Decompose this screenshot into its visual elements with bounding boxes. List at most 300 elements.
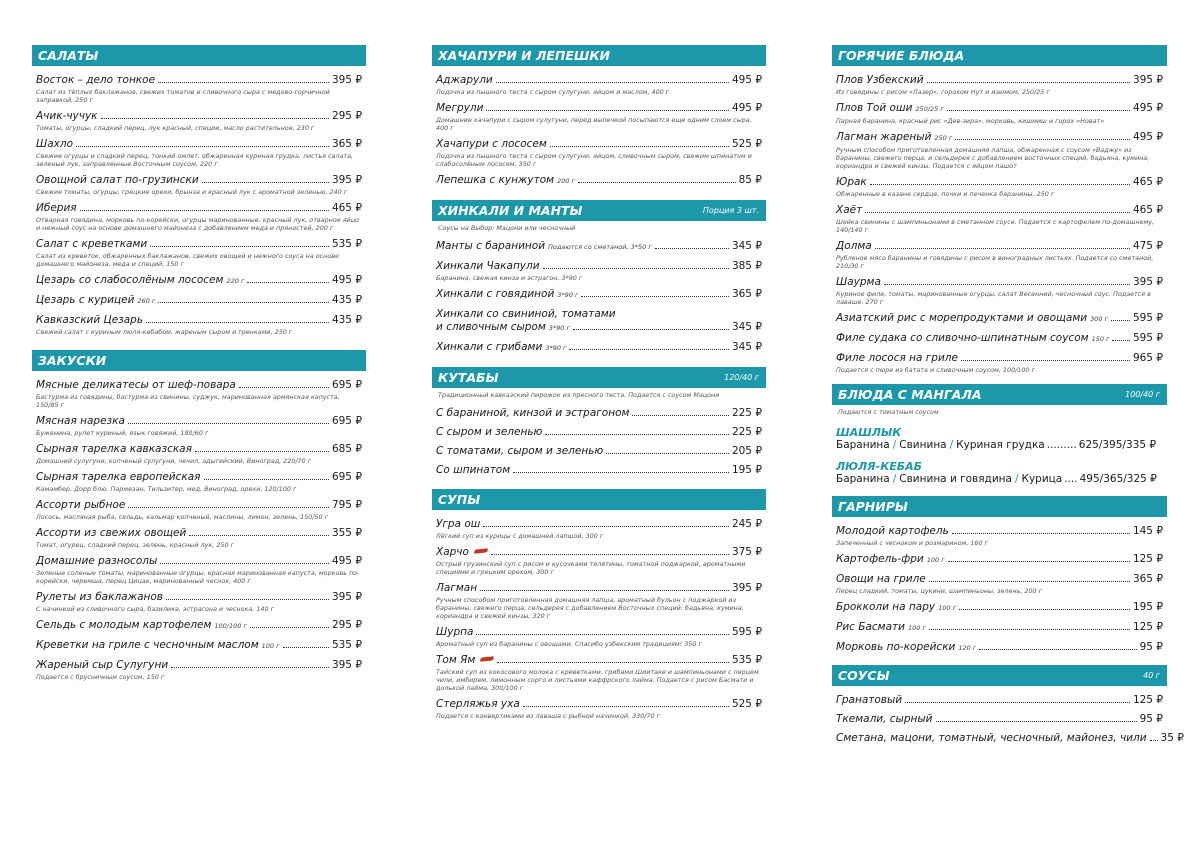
menu-section (832, 496, 1167, 655)
grill-line (836, 439, 1163, 452)
item-row (36, 659, 362, 672)
menu-item (36, 174, 362, 196)
item-row (36, 555, 362, 568)
item-row (836, 621, 1163, 635)
item-price: 535 ₽ (731, 654, 762, 666)
dot-leader (476, 634, 729, 635)
menu-item (836, 352, 1163, 374)
item-description: Острый грузинский суп с рисом и кусочками телятины, томатной поджаркой, ароматными специями и грецким орехом, 300 г (436, 560, 746, 576)
menu-section (32, 45, 366, 336)
item-row (836, 573, 1163, 586)
menu-item (36, 379, 362, 409)
grill-price: 495 (1079, 473, 1100, 485)
grill-list (832, 416, 1167, 486)
item-weight: 120 г (958, 644, 977, 652)
menu-item (436, 260, 762, 282)
item-row (436, 426, 762, 439)
item-name: С сыром и зеленью (436, 426, 543, 438)
item-row (836, 102, 1163, 116)
item-description: Отварная говядина, морковь по-корейски, огурцы маринованные, красный лук, отварное яйцо и нежный соус на основе домашнего майонеза с добавлением меда и пряностей, 200 г (36, 216, 359, 232)
menu-item (436, 240, 762, 254)
item-name: Стерляжья уха (436, 698, 520, 710)
item-name: С томатами, сыром и зеленью (436, 445, 604, 457)
menu-item (436, 102, 762, 132)
item-row (36, 314, 362, 327)
dot-leader (497, 662, 729, 663)
item-row (836, 713, 1163, 726)
item-description: Рубленое мясо баранины и говядины с рисом в виноградных листьях. Подается со сметаной, 210/30 г (836, 254, 1154, 270)
portion-note: Порция 3 шт. (702, 206, 759, 215)
dot-leader (543, 268, 729, 269)
item-description: С начинкой из сливочного сыра, базилика, эстрагона и чеснока, 140 г (36, 605, 274, 613)
item-row (436, 582, 762, 595)
item-price: 395 ₽ (1132, 276, 1163, 288)
menu-section (432, 367, 766, 477)
meat-option: Курица (1021, 473, 1063, 485)
menu-item (436, 445, 762, 458)
item-description: Подается с конвертиками из лаваша с рыбной начинкой, 330/70 г (436, 712, 660, 720)
item-weight: 3*90 г (557, 291, 579, 299)
section-title: ГОРЯЧИЕ БЛЮДА (838, 48, 965, 63)
item-name: Сельдь с молодым картофелем (36, 619, 212, 631)
dot-leader (80, 210, 329, 211)
item-row (836, 276, 1163, 289)
item-name: и сливочным сыром (436, 321, 546, 333)
item-weight: 3*90 г (548, 324, 570, 332)
item-description: Томат, огурец, сладкий перец, зелень, красный лук, 250 г (36, 541, 234, 549)
menu-item (436, 626, 762, 648)
item-name: Ассорти из свежих овощей (36, 527, 187, 539)
item-price: 365 ₽ (731, 288, 762, 300)
item-description: Буженина, рулет куриный, язык говяжий, 180/60 г (36, 429, 209, 437)
section-header (832, 496, 1167, 517)
item-name: Шурпа (436, 626, 474, 638)
item-name: Овощи на гриле (836, 573, 926, 585)
menu-item (436, 582, 762, 620)
item-name: Креветки на гриле с чесночным маслом (36, 639, 259, 651)
dot-leader (1112, 340, 1129, 341)
menu-section (832, 665, 1184, 745)
grill-price: 365 (1103, 473, 1124, 485)
menu-item (436, 74, 762, 96)
dot-leader (189, 535, 329, 536)
item-list (832, 517, 1167, 655)
item-row (436, 698, 762, 711)
item-row (436, 518, 762, 531)
item-price: 395 ₽ (331, 174, 362, 186)
item-description: Обжаренные в казане сердце, почки и печенка баранины, 250 г (836, 190, 1055, 198)
item-description: Баранина, свежая кинза и эстрагон, 3*90 г (436, 274, 583, 282)
menu-section (432, 200, 766, 355)
item-name: С бараниной, кинзой и эстрагоном (436, 407, 630, 419)
dot-leader (160, 563, 329, 564)
item-name: Сметана, мацони, томатный, чесночный, майонез, чили (836, 732, 1147, 744)
item-row (436, 288, 762, 302)
item-weight: 250 г (934, 134, 953, 142)
item-description: Перец сладкий, томаты, цукини, шампиньоны, зелень, 200 г (836, 587, 1043, 595)
item-row (436, 260, 762, 273)
item-row (36, 639, 362, 653)
slash: / (949, 439, 954, 451)
item-price: 795 ₽ (331, 499, 362, 511)
section-title: СУПЫ (438, 492, 481, 507)
item-row (436, 308, 762, 321)
menu-item (436, 518, 762, 540)
item-row (436, 74, 762, 87)
dot-leader (959, 609, 1130, 610)
section-header (432, 200, 766, 221)
item-price: 345 ₽ (731, 240, 762, 252)
item-description: Салат из креветок, обжаренных баклажанов, свежих овощей и нежного соуса на основе домашнего майонеза, меда и специй, 150 г (36, 252, 339, 268)
menu-item (36, 274, 362, 288)
item-price: 595 ₽ (1132, 312, 1163, 324)
item-description: Ручным способом приготовленная домашняя лапша, ароматный бульон с поджаркой из баранины, свежего перца, сельдерея с добавлением Восточных специй: бадьяна, кумина, кориандра и свежей кинзы, 320 г (436, 596, 744, 620)
item-price: 525 ₽ (731, 138, 762, 150)
dot-leader (545, 434, 729, 435)
item-name: Со шпинатом (436, 464, 511, 476)
item-price: 125 ₽ (1132, 694, 1163, 706)
item-price: 525 ₽ (731, 698, 762, 710)
item-row (836, 694, 1163, 707)
menu-item (36, 659, 362, 681)
menu-item (36, 238, 362, 268)
item-row (36, 415, 362, 428)
item-price: 85 ₽ (738, 174, 762, 186)
grill-line (836, 473, 1163, 486)
item-row (436, 445, 762, 458)
item-list (432, 66, 766, 188)
dot-leader (632, 415, 729, 416)
dot-leader (655, 248, 729, 249)
section-header (432, 489, 766, 510)
dot-leader (171, 667, 329, 668)
item-price: 365 ₽ (1132, 573, 1163, 585)
item-name: Хинкали с говядиной (436, 288, 555, 300)
meat-option: Баранина (836, 473, 890, 485)
item-name: Хаёт (836, 204, 863, 216)
section-header (832, 45, 1167, 66)
item-description: Парная баранина, красный рис «Дев-зира», морковь, кишмиш и горох «Новат» (836, 117, 1105, 125)
item-list (832, 66, 1167, 374)
dot-leader (961, 360, 1130, 361)
item-name: Филе судака со сливочно-шпинатным соусом (836, 332, 1089, 344)
dot-leader (76, 146, 329, 147)
item-description: Бастурма из говядины, бастурма из свинины, суджук, маринованная армянская капуста, 150/85 г (36, 393, 340, 409)
item-weight: 100 г (261, 642, 280, 650)
item-description: Зеленые соленые томаты, маринованные огурцы, красная маринованная капуста, морковь по-корейски, черемша, перец Цицак, маринованный чеснок, 400 г (36, 569, 360, 585)
item-price: 535 ₽ (331, 639, 362, 651)
item-description: Домашние хачапури с сыром сулугуни, перед выпечкой посыпаются еще одним слоем сыра, 400 г (436, 116, 752, 132)
dot-leader (569, 349, 728, 350)
item-name: Юрак (836, 176, 867, 188)
item-price: 495 ₽ (1132, 102, 1163, 114)
item-name: Плов Той оши (836, 102, 913, 114)
dot-leader (195, 451, 329, 452)
item-price: 295 ₽ (331, 619, 362, 631)
menu-item (836, 240, 1163, 270)
item-row (836, 601, 1163, 615)
portion-note: 40 г (1143, 671, 1160, 680)
item-name: Филе лосося на гриле (836, 352, 958, 364)
item-row (36, 471, 362, 484)
item-price: 495 ₽ (331, 555, 362, 567)
item-weight: 100 г (926, 556, 945, 564)
menu-item (836, 601, 1163, 615)
item-price: 395 ₽ (331, 591, 362, 603)
item-price: 225 ₽ (731, 426, 762, 438)
left-column (32, 45, 366, 681)
dot-leader (1111, 320, 1130, 321)
item-name: Сырная тарелка европейская (36, 471, 201, 483)
dot-leader (202, 182, 329, 183)
item-price: 435 ₽ (331, 294, 362, 306)
item-price: 345 ₽ (731, 321, 762, 333)
item-row (36, 110, 362, 123)
item-row (36, 527, 362, 540)
item-name: Долма (836, 240, 872, 252)
item-price: 495 ₽ (331, 274, 362, 286)
item-price: 465 ₽ (1132, 204, 1163, 216)
item-list (432, 232, 766, 355)
grill-price: 335 ₽ (1125, 439, 1157, 451)
menu-item (36, 443, 362, 465)
menu-item (836, 621, 1163, 635)
menu-item (436, 698, 762, 720)
item-row (436, 407, 762, 420)
meat-option: Куриная грудка (956, 439, 1045, 451)
menu-item (36, 639, 362, 653)
item-name: Манты с бараниной (436, 240, 546, 252)
item-price: 225 ₽ (731, 407, 762, 419)
section-title: САЛАТЫ (38, 48, 99, 63)
dot-leader (573, 329, 729, 330)
meat-option: Свинина (899, 439, 947, 451)
item-name: Салат с креветками (36, 238, 148, 250)
item-name: Азиатский рис с морепродуктами и овощами (836, 312, 1088, 324)
menu-item (836, 312, 1163, 326)
dot-leader (929, 581, 1130, 582)
item-weight: 250/25 г (915, 105, 944, 113)
item-price: 495 ₽ (731, 74, 762, 86)
item-list (32, 66, 366, 336)
grill-price: 625 (1078, 439, 1099, 451)
item-row (436, 321, 762, 335)
dot-leader: .... (1064, 473, 1078, 485)
item-name: Картофель-фри (836, 553, 924, 565)
item-price: 695 ₽ (331, 379, 362, 391)
dot-leader (150, 246, 329, 247)
menu-item (836, 641, 1163, 655)
item-description: Тайский суп из кокосового молока с креветками, грибами Шиитаке и шампиньонами с перцем чили, имбирем, лимонным сорго и листьями каффрского лайма. Подается с рисом Басмати и долькой лайма, 300/100 г (436, 668, 759, 692)
dot-leader (606, 453, 729, 454)
item-price: 195 ₽ (1132, 601, 1163, 613)
dot-leader (523, 706, 729, 707)
chili-pepper-icon (480, 656, 494, 661)
item-name: Хачапури с лососем (436, 138, 547, 150)
dot-leader (101, 118, 329, 119)
item-price: 365 ₽ (331, 138, 362, 150)
item-price: 535 ₽ (331, 238, 362, 250)
item-row (836, 131, 1163, 145)
item-row (36, 443, 362, 456)
item-name: Рис Басмати (836, 621, 905, 633)
menu-item (836, 525, 1163, 547)
item-name: Ткемали, сырный (836, 713, 933, 725)
item-weight: 100/100 г (214, 622, 247, 630)
item-description: Свежие томаты, огурцы, грецкие орехи, брынза и красный лук с ароматной зеленью, 240 г (36, 188, 348, 196)
section-title: ГАРНИРЫ (838, 499, 908, 514)
item-row (36, 74, 362, 87)
menu-item (836, 131, 1163, 170)
item-row (36, 138, 362, 151)
item-name: Цезарь со слабосолёным лососем (36, 274, 224, 286)
dot-leader (128, 423, 329, 424)
menu-section (432, 489, 766, 720)
item-name: Том Ям (436, 654, 476, 666)
slash: / (892, 473, 897, 485)
section-title: ХАЧАПУРИ И ЛЕПЕШКИ (438, 48, 611, 63)
item-name: Угра ош (436, 518, 481, 530)
item-row (436, 174, 762, 188)
menu-item (436, 407, 762, 420)
dot-leader (936, 721, 1137, 722)
right-column (832, 45, 1184, 745)
item-row (836, 240, 1163, 253)
dot-leader (884, 284, 1130, 285)
item-price: 385 ₽ (731, 260, 762, 272)
item-list (432, 399, 766, 477)
menu-item (36, 499, 362, 521)
item-weight: Подаются со сметаной, 3*50 г (548, 243, 652, 251)
item-row (836, 332, 1163, 346)
section-title: КУТАБЫ (438, 370, 499, 385)
menu-item (36, 294, 362, 308)
item-price: 195 ₽ (731, 464, 762, 476)
item-name: Хинкали Чакапули (436, 260, 540, 272)
item-name: Домашние разносолы (36, 555, 158, 567)
dot-leader (947, 110, 1130, 111)
item-name: Хинкали со свининой, томатами (436, 308, 616, 320)
menu-item (36, 471, 362, 493)
slash: / (1123, 473, 1127, 485)
chili-pepper-icon (474, 548, 488, 553)
item-price: 685 ₽ (331, 443, 362, 455)
item-weight: 260 г (137, 297, 156, 305)
item-price: 95 ₽ (1139, 641, 1163, 653)
item-name: Иберия (36, 202, 77, 214)
grill-price: 395 (1102, 439, 1123, 451)
item-description: Лёгкий суп из курицы с домашней лапшой, 300 г (436, 532, 604, 540)
item-name: Ачик-чучук (36, 110, 98, 122)
item-price: 245 ₽ (731, 518, 762, 530)
item-price: 435 ₽ (331, 314, 362, 326)
item-description: Из говядины с рисом «Лазер», горохом Нут и изюмом, 250/25 г (836, 88, 1050, 96)
item-list (32, 371, 366, 681)
item-description: Лосось, масляная рыба, сельдь, кальмар копченый, маслины, лимон, зелень, 150/50 г (36, 513, 328, 521)
menu-item (836, 276, 1163, 306)
item-weight: 200 г (557, 177, 575, 185)
menu-section (832, 384, 1167, 486)
section-header (32, 45, 366, 66)
slash: / (1099, 473, 1104, 485)
menu-item (836, 573, 1163, 595)
dot-leader (948, 561, 1130, 562)
item-weight: 100 г (938, 604, 956, 612)
item-list (432, 510, 766, 720)
dot-leader (480, 590, 729, 591)
item-price: 355 ₽ (331, 527, 362, 539)
dot-leader (875, 248, 1130, 249)
item-name: Харчо (436, 546, 469, 558)
item-price: 125 ₽ (1132, 553, 1163, 565)
item-price: 595 ₽ (1132, 332, 1163, 344)
item-row (36, 174, 362, 187)
item-price: 295 ₽ (331, 110, 362, 122)
grill-price: 325 ₽ (1126, 473, 1157, 485)
dot-leader (550, 146, 729, 147)
dot-leader (204, 479, 329, 480)
item-row (436, 240, 762, 254)
portion-note: 100/40 г (1125, 390, 1160, 399)
item-price: 965 ₽ (1132, 352, 1163, 364)
item-price: 145 ₽ (1132, 525, 1163, 537)
item-name: Плов Узбекский (836, 74, 924, 86)
item-name: Кавказский Цезарь (36, 314, 144, 326)
dot-leader (927, 82, 1130, 83)
menu-item (836, 694, 1163, 707)
item-row (436, 341, 762, 355)
item-row (836, 176, 1163, 189)
item-name: Цезарь с курицей (36, 294, 135, 306)
menu-item (36, 619, 362, 633)
slash: / (1014, 473, 1019, 485)
section-title: ЗАКУСКИ (38, 353, 107, 368)
dot-leader (865, 212, 1130, 213)
item-row (36, 619, 362, 633)
item-row (36, 591, 362, 604)
menu-item (836, 204, 1163, 234)
dot-leader (486, 110, 728, 111)
item-row (36, 379, 362, 392)
item-weight: 100 г (907, 624, 926, 632)
section-header (832, 665, 1167, 686)
item-price: 395 ₽ (731, 582, 762, 594)
item-description: Лодочка из пышного теста с сыром сулугуни, яйцом, сливочным сыром, свежим шпинатом и слабосолёным лососем, 350 г (436, 152, 752, 168)
middle-column (432, 45, 766, 720)
item-description: Свежий салат с куриным люля-кебабом, жареным сыром и гренками, 250 г (36, 328, 293, 336)
item-price: 205 ₽ (731, 445, 762, 457)
item-name: Молодой картофель (836, 525, 949, 537)
item-name: Ассорти рыбное (36, 499, 126, 511)
item-name: Жареный сыр Сулугуни (36, 659, 169, 671)
item-description: Ароматный суп из баранины с овощами. Спасибо узбекским традициям! 350 г (436, 640, 702, 648)
item-description: Ручным способом приготовленная домашняя лапша, обжаренная с соусом «Ваджу» из баранины, свежего перца, и сельдерея с добавлением восточных специй, бадьяна, кумина, кориандра и свежей кинзы. Подается с яйцом пашот (836, 146, 1150, 170)
item-name: Мясные деликатесы от шеф-повара (36, 379, 236, 391)
dot-leader (979, 649, 1136, 650)
item-name: Хинкали с грибами (436, 341, 543, 353)
item-name: Лепешка с кунжутом (436, 174, 555, 186)
dot-leader (513, 472, 729, 473)
item-price: 465 ₽ (1132, 176, 1163, 188)
menu-item (36, 314, 362, 336)
item-name: Восток – дело тонкое (36, 74, 156, 86)
item-row (836, 553, 1163, 567)
item-name: Мясная нарезка (36, 415, 125, 427)
item-description: Куриное филе, томаты, маринованные огурцы, салат Весенний, чесночный соус. Подается в лаваше, 270 г (836, 290, 1151, 306)
menu-item (436, 288, 762, 302)
item-description: Лодочка из пышного теста с сыром сулугуни, яйцом и маслом, 400 г (436, 88, 670, 96)
item-weight: 150 г (1091, 335, 1110, 343)
